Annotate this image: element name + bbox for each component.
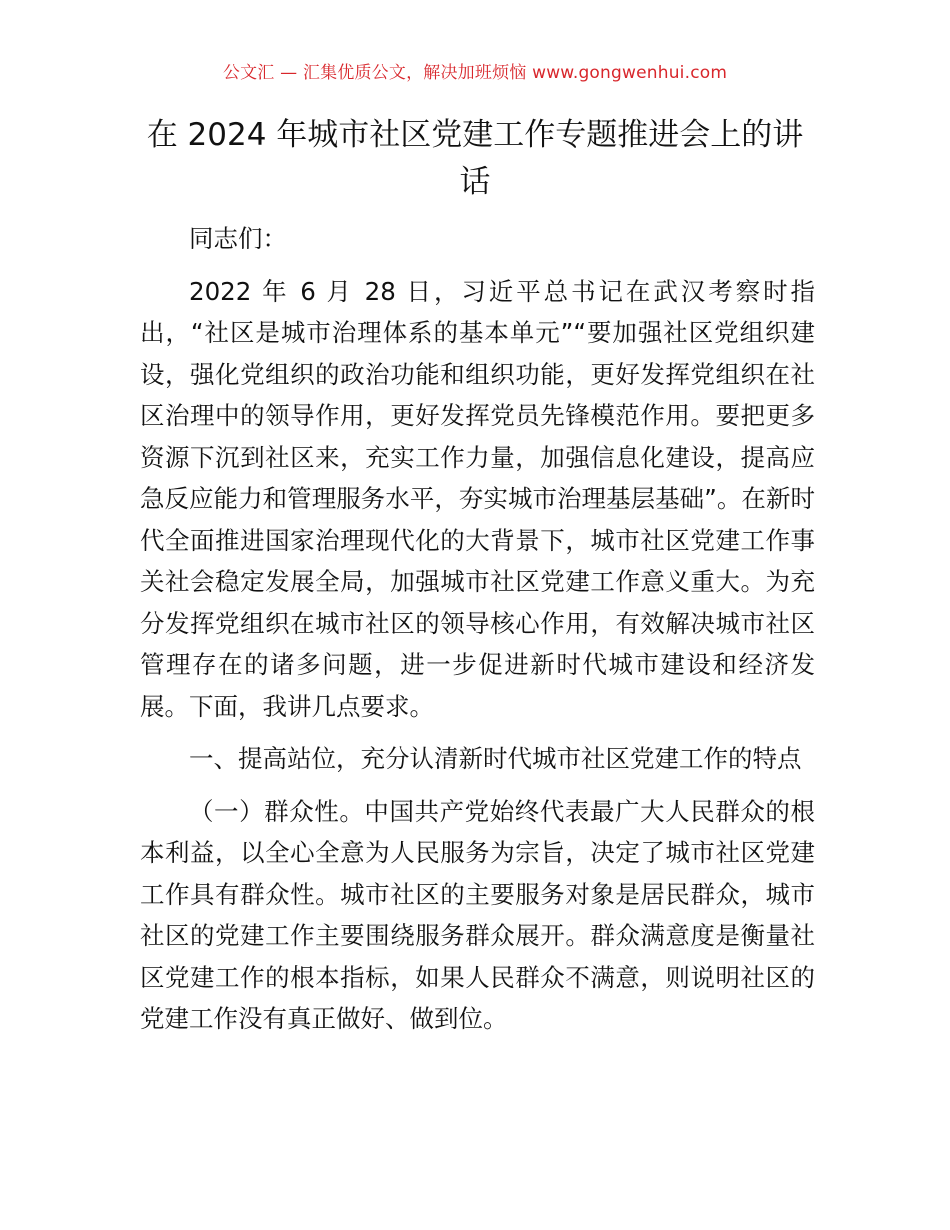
site-header-banner: 公文汇 — 汇集优质公文，解决加班烦恼 www.gongwenhui.com [222, 63, 728, 83]
paragraph-intro: 2022 年 6 月 28 日，习近平总书记在武汉考察时指出，“社区是城市治理体系的基本单元”“要加强社区党组织建设，强化党组织的政治功能和组织功能，更好发挥党组织在社区治理中的领导作用，更好发挥党员先锋模范作用。要把更多资源下沉到社区来，充实工作力量，加强信息化建设，提高应急反应能力和管理服务水平，夯实城市治理基层基础”。在新时代全面推进国家治理现代化的大背景下，城市社区党建工作事关社会稳定发展全局，加强城市社区党建工作意义重大。为充分发挥党组织在城市社区的领导核心作用，有效解决城市社区管理存在的诸多问题，进一步促进新时代城市建设和经济发展。下面，我讲几点要求。 [140, 276, 815, 721]
greeting: 同志们： [189, 224, 287, 253]
document-title: 在 2024 年城市社区党建工作专题推进会上的讲话 [146, 117, 804, 200]
section-heading-1: 一、提高站位，充分认清新时代城市社区党建工作的特点 [189, 744, 802, 773]
paragraph-mass-nature: （一）群众性。中国共产党始终代表最广大人民群众的根本利益，以全心全意为人民服务为宗旨，决定了城市社区党建工作具有群众性。城市社区的主要服务对象是居民群众，城市社区的党建工作主要围绕服务群众展开。群众满意度是衡量社区党建工作的根本指标，如果人民群众不满意，则说明社区的党建工作没有真正做好、做到位。 [140, 796, 815, 1033]
document-body [140, 218, 815, 1051]
